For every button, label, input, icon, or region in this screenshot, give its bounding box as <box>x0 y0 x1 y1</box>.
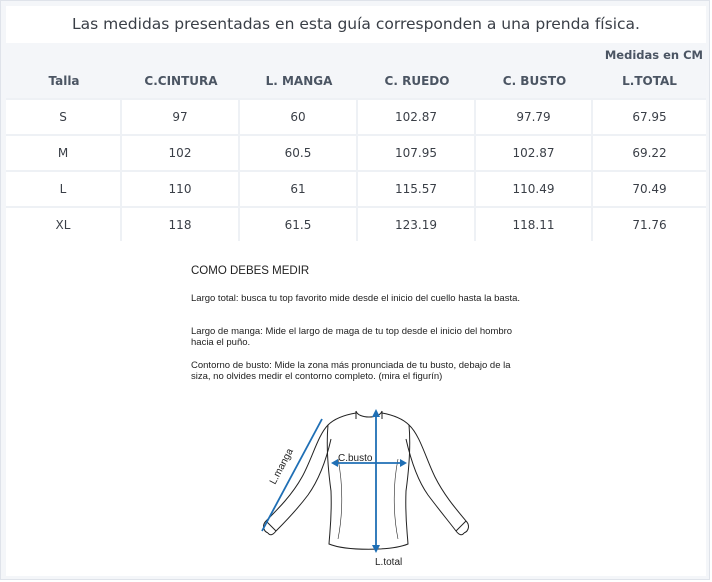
table-cell: 97.79 <box>476 98 593 134</box>
guide-paragraph-bust: Contorno de busto: Mide la zona más pronunciada de tu busto, debajo de la siza, no olvides medir el contorno completo. (mira el figurín) <box>191 360 511 382</box>
table-cell: 71.76 <box>593 206 706 242</box>
table-cell: 102.87 <box>476 134 593 170</box>
table-cell: 61 <box>240 170 358 206</box>
measurement-lines <box>262 409 407 553</box>
table-cell: 110.49 <box>476 170 593 206</box>
table-cell: L <box>6 170 122 206</box>
table-cell: 102 <box>122 134 240 170</box>
column-header-total-length: L.TOTAL <box>593 64 706 98</box>
total-length-label: L.total <box>375 557 403 568</box>
size-table <box>6 64 706 242</box>
table-row <box>6 98 706 134</box>
table-row <box>6 206 706 242</box>
measurement-guide <box>6 241 706 576</box>
table-cell: 118.11 <box>476 206 593 242</box>
column-header-sleeve: L. MANGA <box>240 64 358 98</box>
table-cell: M <box>6 134 122 170</box>
table-cell: 118 <box>122 206 240 242</box>
column-header-size: Talla <box>6 64 122 98</box>
table-cell: 115.57 <box>358 170 476 206</box>
bust-label: C.busto <box>338 453 373 464</box>
table-cell: 67.95 <box>593 98 706 134</box>
guide-headline: Las medidas presentadas en esta guía corresponden a una prenda física. <box>6 6 706 43</box>
garment-figure <box>246 399 486 574</box>
table-cell: 60 <box>240 98 358 134</box>
guide-title: COMO DEBES MEDIR <box>191 265 310 277</box>
table-cell: 102.87 <box>358 98 476 134</box>
guide-paragraph-total-length: Largo total: busca tu top favorito mide desde el inicio del cuello hasta la basta. <box>191 293 521 304</box>
table-row <box>6 134 706 170</box>
table-cell: S <box>6 98 122 134</box>
table-cell: XL <box>6 206 122 242</box>
sleeve-length-label: L.manga <box>267 446 296 487</box>
table-cell: 123.19 <box>358 206 476 242</box>
table-header-row <box>6 64 706 98</box>
column-header-hem: C. RUEDO <box>358 64 476 98</box>
table-cell: 97 <box>122 98 240 134</box>
table-cell: 110 <box>122 170 240 206</box>
table-cell: 70.49 <box>593 170 706 206</box>
top-outline <box>264 411 469 549</box>
column-header-bust: C. BUSTO <box>476 64 593 98</box>
table-cell: 107.95 <box>358 134 476 170</box>
guide-paragraph-sleeve: Largo de manga: Mide el largo de maga de tu top desde el inicio del hombro hacia el puño. <box>191 326 513 348</box>
table-cell: 60.5 <box>240 134 358 170</box>
table-row <box>6 170 706 206</box>
column-header-waist: C.CINTURA <box>122 64 240 98</box>
table-cell: 69.22 <box>593 134 706 170</box>
table-cell: 61.5 <box>240 206 358 242</box>
units-label: Medidas en CM <box>604 48 703 62</box>
